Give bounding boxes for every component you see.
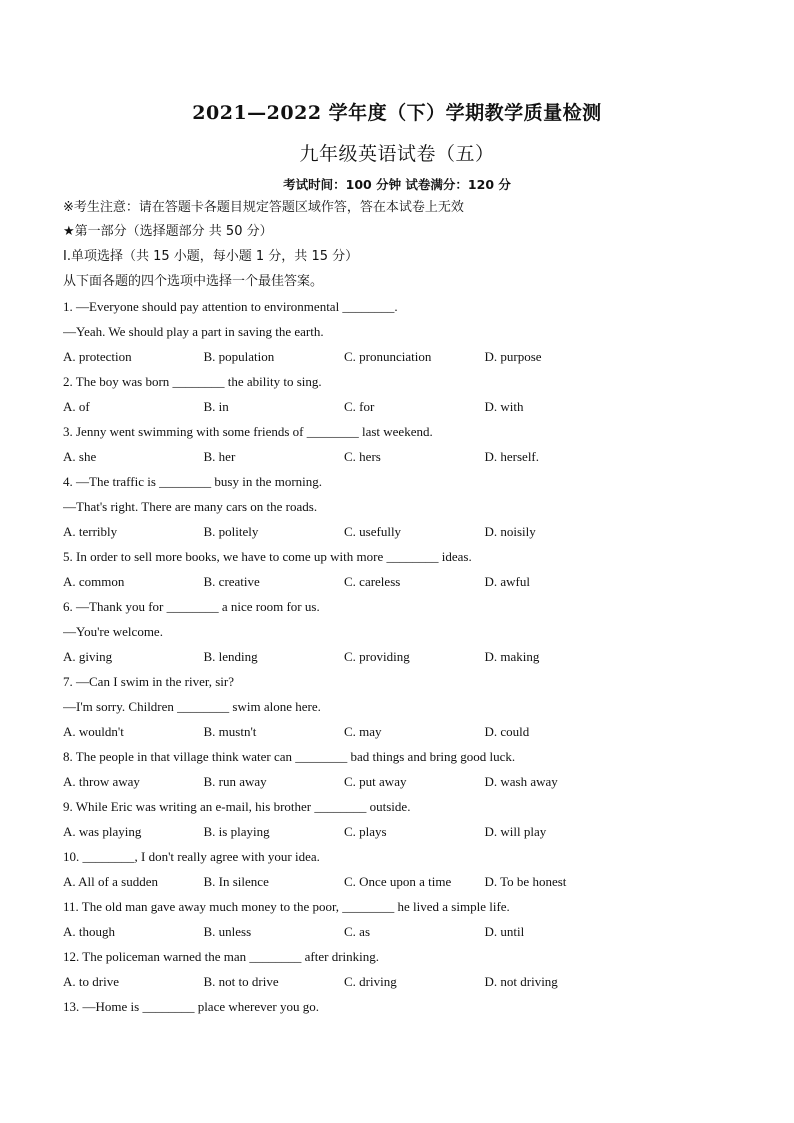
question-3 <box>63 419 743 469</box>
option-c: C. plays <box>344 824 387 839</box>
option-a: A. terribly <box>63 524 118 539</box>
question-stem: 3. Jenny went swimming with some friends of ________ last weekend. <box>63 424 433 439</box>
question-dialogue-line: —I'm sorry. Children ________ swim alone here. <box>63 699 321 714</box>
option-c: C. may <box>344 724 382 739</box>
option-c: C. providing <box>344 649 410 664</box>
option-b: B. lending <box>203 649 258 664</box>
question-stem: 13. —Home is ________ place wherever you go. <box>63 999 319 1014</box>
notice-text: ※考生注意：请在答题卡各题目规定答题区域作答，答在本试卷上无效 <box>63 200 464 215</box>
options-row <box>63 819 743 844</box>
exam-subtitle: 九年级英语试卷（五） <box>299 143 495 165</box>
option-b: B. not to drive <box>203 974 279 989</box>
question-9 <box>63 794 743 844</box>
question-10 <box>63 844 743 894</box>
option-b: B. population <box>203 349 275 364</box>
question-list <box>63 294 743 1019</box>
question-4 <box>63 469 743 544</box>
option-b: B. in <box>203 399 229 414</box>
option-b: B. run away <box>203 774 267 789</box>
options-row <box>63 919 743 944</box>
question-dialogue-line: —You're welcome. <box>63 624 163 639</box>
option-b: B. mustn't <box>203 724 257 739</box>
question-stem: 8. The people in that village think water can ________ bad things and bring good luck. <box>63 749 516 764</box>
exam-title: 2021—2022 学年度（下）学期教学质量检测 <box>192 102 602 124</box>
option-a: A. though <box>63 924 115 939</box>
options-row <box>63 444 743 469</box>
option-b: B. politely <box>203 524 259 539</box>
option-d: D. noisily <box>484 524 536 539</box>
options-row <box>63 644 743 669</box>
option-c: C. driving <box>344 974 397 989</box>
option-d: D. awful <box>484 574 530 589</box>
option-d: D. making <box>484 649 540 664</box>
exam-body <box>63 197 743 1019</box>
options-row <box>63 569 743 594</box>
option-a: A. she <box>63 449 97 464</box>
options-row <box>63 344 743 369</box>
option-a: A. to drive <box>63 974 119 989</box>
option-d: D. will play <box>484 824 547 839</box>
option-c: C. for <box>344 399 375 414</box>
question-dialogue-line: —That's right. There are many cars on the roads. <box>63 499 318 514</box>
options-row <box>63 719 743 744</box>
option-b: B. her <box>203 449 236 464</box>
option-c: C. hers <box>344 449 381 464</box>
question-5 <box>63 544 743 594</box>
question-stem: 9. While Eric was writing an e-mail, his brother ________ outside. <box>63 799 411 814</box>
option-c: C. usefully <box>344 524 402 539</box>
question-stem: 2. The boy was born ________ the ability to sing. <box>63 374 322 389</box>
option-d: D. could <box>484 724 530 739</box>
option-b: B. creative <box>203 574 260 589</box>
question-stem: 7. —Can I swim in the river, sir? <box>63 674 234 689</box>
question-12 <box>63 944 743 994</box>
option-d: D. with <box>484 399 524 414</box>
option-d: D. To be honest <box>484 874 567 889</box>
options-row <box>63 519 743 544</box>
question-stem: 11. The old man gave away much money to the poor, ________ he lived a simple life. <box>63 899 510 914</box>
option-c: C. Once upon a time <box>344 874 452 889</box>
option-d: D. until <box>484 924 525 939</box>
option-c: C. as <box>344 924 370 939</box>
option-a: A. giving <box>63 649 113 664</box>
question-stem: 5. In order to sell more books, we have to come up with more ________ ideas. <box>63 549 472 564</box>
question-stem: 4. —The traffic is ________ busy in the morning. <box>63 474 323 489</box>
options-row <box>63 394 743 419</box>
option-d: D. purpose <box>484 349 542 364</box>
option-c: C. put away <box>344 774 407 789</box>
question-stem: 6. —Thank you for ________ a nice room for us. <box>63 599 320 614</box>
option-d: D. not driving <box>484 974 558 989</box>
question-1 <box>63 294 743 369</box>
exam-info: 考试时间：100 分钟 试卷满分：120 分 <box>283 177 511 192</box>
question-stem: 1. —Everyone should pay attention to environmental ________. <box>63 299 398 314</box>
question-dialogue-line: —Yeah. We should play a part in saving the earth. <box>63 324 324 339</box>
question-stem: 10. ________, I don't really agree with your idea. <box>63 849 320 864</box>
option-a: A. protection <box>63 349 132 364</box>
option-a: A. throw away <box>63 774 140 789</box>
option-a: A. of <box>63 399 90 414</box>
option-d: D. herself. <box>484 449 540 464</box>
option-c: C. careless <box>344 574 401 589</box>
section-title: Ⅰ.单项选择（共 15 小题，每小题 1 分，共 15 分） <box>63 249 359 264</box>
question-8 <box>63 744 743 794</box>
option-a: A. All of a sudden <box>63 874 158 889</box>
option-c: C. pronunciation <box>344 349 432 364</box>
option-b: B. unless <box>203 924 252 939</box>
option-b: B. is playing <box>203 824 270 839</box>
option-a: A. common <box>63 574 125 589</box>
options-row <box>63 769 743 794</box>
section-instruction: 从下面各题的四个选项中选择一个最佳答案。 <box>63 274 324 289</box>
part-heading: ★第一部分（选择题部分 共 50 分） <box>63 224 273 239</box>
options-row <box>63 969 743 994</box>
question-11 <box>63 894 743 944</box>
question-stem: 12. The policeman warned the man ________ after drinking. <box>63 949 380 964</box>
option-d: D. wash away <box>484 774 558 789</box>
question-7 <box>63 669 743 744</box>
option-a: A. wouldn't <box>63 724 124 739</box>
question-2 <box>63 369 743 419</box>
question-13 <box>63 994 743 1019</box>
option-a: A. was playing <box>63 824 142 839</box>
options-row <box>63 869 743 894</box>
option-b: B. In silence <box>203 874 269 889</box>
question-6 <box>63 594 743 669</box>
